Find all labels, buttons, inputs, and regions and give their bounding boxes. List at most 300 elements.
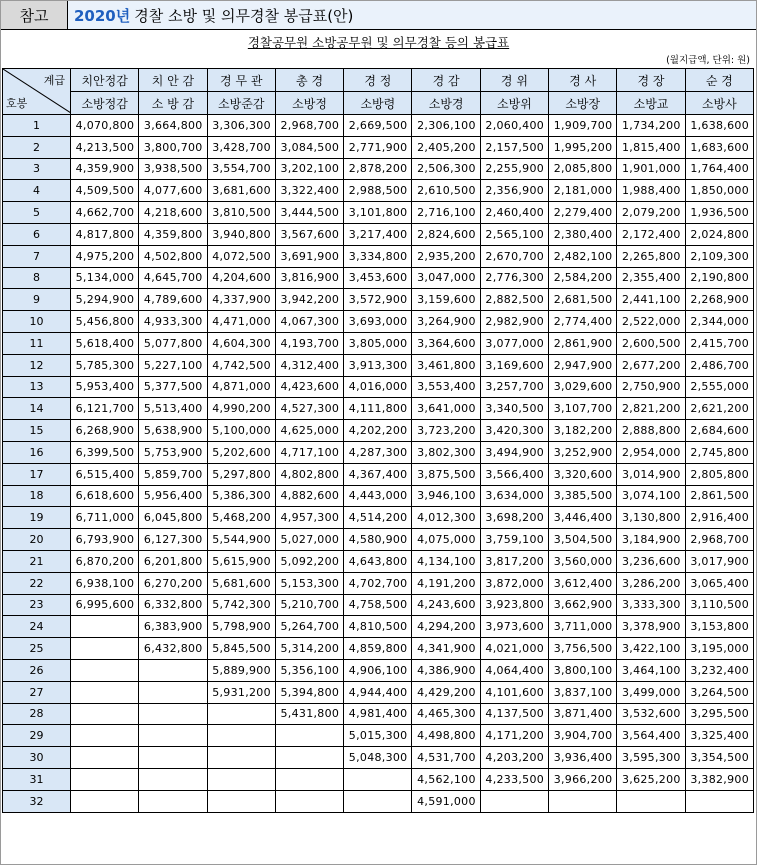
salary-cell: 3,816,900 (275, 267, 343, 289)
salary-cell: 5,931,200 (207, 681, 275, 703)
table-row (3, 790, 754, 812)
salary-cell: 3,252,900 (549, 441, 617, 463)
salary-cell: 5,785,300 (71, 354, 139, 376)
salary-cell: 1,815,400 (617, 136, 685, 158)
salary-cell: 2,024,800 (685, 223, 753, 245)
salary-cell: 4,287,300 (344, 441, 412, 463)
salary-cell: 4,933,300 (139, 311, 207, 333)
salary-cell: 4,137,500 (480, 703, 548, 725)
salary-cell: 2,916,400 (685, 507, 753, 529)
salary-cell: 1,901,000 (617, 158, 685, 180)
salary-cell: 5,153,300 (275, 572, 343, 594)
salary-cell: 3,691,900 (275, 245, 343, 267)
column-header-police: 치안정감 (71, 69, 139, 92)
step-cell: 22 (3, 572, 71, 594)
table-row (3, 180, 754, 202)
step-cell: 19 (3, 507, 71, 529)
salary-cell: 6,938,100 (71, 572, 139, 594)
salary-cell (71, 659, 139, 681)
salary-cell: 2,968,700 (685, 529, 753, 551)
salary-cell: 3,494,900 (480, 441, 548, 463)
salary-cell: 3,325,400 (685, 725, 753, 747)
step-cell: 6 (3, 223, 71, 245)
salary-cell: 3,217,400 (344, 223, 412, 245)
salary-cell: 6,127,300 (139, 529, 207, 551)
salary-cell: 5,544,900 (207, 529, 275, 551)
salary-cell: 3,184,900 (617, 529, 685, 551)
salary-cell: 2,947,900 (549, 354, 617, 376)
step-cell: 26 (3, 659, 71, 681)
salary-cell: 2,684,600 (685, 420, 753, 442)
salary-cell: 2,750,900 (617, 376, 685, 398)
salary-cell: 3,264,900 (412, 311, 480, 333)
table-row (3, 463, 754, 485)
title-year: 2020년 (74, 6, 131, 25)
salary-cell: 1,988,400 (617, 180, 685, 202)
salary-cell: 3,084,500 (275, 136, 343, 158)
salary-cell: 2,355,400 (617, 267, 685, 289)
salary-cell: 5,227,100 (139, 354, 207, 376)
salary-cell: 3,553,400 (412, 376, 480, 398)
salary-cell (71, 638, 139, 660)
salary-cell: 4,171,200 (480, 725, 548, 747)
salary-cell: 6,332,800 (139, 594, 207, 616)
column-header-fire: 소방교 (617, 92, 685, 115)
salary-cell: 3,202,100 (275, 158, 343, 180)
salary-cell: 3,567,600 (275, 223, 343, 245)
salary-cell: 5,468,200 (207, 507, 275, 529)
salary-cell: 4,337,900 (207, 289, 275, 311)
salary-cell (139, 725, 207, 747)
column-header-fire: 소방장 (549, 92, 617, 115)
column-header-fire: 소방정 (275, 92, 343, 115)
salary-cell: 5,027,000 (275, 529, 343, 551)
step-cell: 30 (3, 747, 71, 769)
table-row (3, 681, 754, 703)
salary-cell: 3,634,000 (480, 485, 548, 507)
salary-cell: 6,432,800 (139, 638, 207, 660)
salary-cell: 2,079,200 (617, 202, 685, 224)
salary-cell (549, 790, 617, 812)
salary-cell: 2,268,900 (685, 289, 753, 311)
salary-cell (71, 768, 139, 790)
salary-cell: 3,564,400 (617, 725, 685, 747)
salary-cell: 3,805,000 (344, 332, 412, 354)
salary-cell: 3,560,000 (549, 550, 617, 572)
salary-cell: 3,664,800 (139, 115, 207, 137)
step-cell: 7 (3, 245, 71, 267)
salary-cell: 1,764,400 (685, 158, 753, 180)
step-cell: 28 (3, 703, 71, 725)
salary-cell: 4,204,600 (207, 267, 275, 289)
salary-cell: 3,074,100 (617, 485, 685, 507)
salary-cell (344, 768, 412, 790)
salary-cell: 5,638,900 (139, 420, 207, 442)
salary-cell: 1,683,600 (685, 136, 753, 158)
column-header-police: 순 경 (685, 69, 753, 92)
salary-cell: 3,681,600 (207, 180, 275, 202)
step-cell: 12 (3, 354, 71, 376)
salary-cell: 4,203,200 (480, 747, 548, 769)
salary-cell: 3,107,700 (549, 398, 617, 420)
salary-cell: 3,800,700 (139, 136, 207, 158)
salary-cell: 2,774,400 (549, 311, 617, 333)
header-row-fire (3, 92, 754, 115)
table-row (3, 398, 754, 420)
salary-cell: 3,800,100 (549, 659, 617, 681)
table-row (3, 289, 754, 311)
salary-cell: 5,297,800 (207, 463, 275, 485)
salary-cell: 3,936,400 (549, 747, 617, 769)
salary-body (3, 115, 754, 813)
salary-cell: 4,981,400 (344, 703, 412, 725)
table-row (3, 245, 754, 267)
step-cell: 10 (3, 311, 71, 333)
table-row (3, 550, 754, 572)
salary-cell: 3,195,000 (685, 638, 753, 660)
salary-cell (480, 790, 548, 812)
salary-cell: 5,386,300 (207, 485, 275, 507)
salary-cell: 4,386,900 (412, 659, 480, 681)
table-row (3, 572, 754, 594)
salary-cell (71, 725, 139, 747)
salary-cell: 3,662,900 (549, 594, 617, 616)
salary-cell: 3,871,400 (549, 703, 617, 725)
corner-step-label: 호봉 (6, 97, 28, 110)
step-cell: 3 (3, 158, 71, 180)
step-cell: 25 (3, 638, 71, 660)
salary-cell: 2,181,000 (549, 180, 617, 202)
salary-cell: 4,580,900 (344, 529, 412, 551)
salary-cell: 4,944,400 (344, 681, 412, 703)
salary-cell: 3,378,900 (617, 616, 685, 638)
salary-cell: 6,515,400 (71, 463, 139, 485)
salary-cell: 3,625,200 (617, 768, 685, 790)
salary-cell: 5,314,200 (275, 638, 343, 660)
column-header-fire: 소방위 (480, 92, 548, 115)
salary-cell: 6,383,900 (139, 616, 207, 638)
salary-cell: 3,641,000 (412, 398, 480, 420)
column-header-police: 경 무 관 (207, 69, 275, 92)
salary-cell: 5,889,900 (207, 659, 275, 681)
salary-cell: 5,681,600 (207, 572, 275, 594)
salary-cell: 2,506,300 (412, 158, 480, 180)
salary-cell: 5,202,600 (207, 441, 275, 463)
salary-cell: 2,600,500 (617, 332, 685, 354)
step-cell: 8 (3, 267, 71, 289)
salary-cell: 3,264,500 (685, 681, 753, 703)
salary-cell: 2,486,700 (685, 354, 753, 376)
salary-cell: 2,279,400 (549, 202, 617, 224)
salary-cell: 4,016,000 (344, 376, 412, 398)
salary-cell: 3,453,600 (344, 267, 412, 289)
salary-cell: 2,669,500 (344, 115, 412, 137)
step-cell: 4 (3, 180, 71, 202)
column-header-fire: 소 방 감 (139, 92, 207, 115)
salary-cell: 4,810,500 (344, 616, 412, 638)
salary-cell: 3,942,200 (275, 289, 343, 311)
salary-cell (139, 747, 207, 769)
table-row (3, 354, 754, 376)
salary-cell: 3,333,300 (617, 594, 685, 616)
salary-cell: 2,482,100 (549, 245, 617, 267)
salary-cell: 3,257,700 (480, 376, 548, 398)
salary-cell: 5,845,500 (207, 638, 275, 660)
step-cell: 17 (3, 463, 71, 485)
salary-cell: 1,909,700 (549, 115, 617, 137)
salary-cell: 5,859,700 (139, 463, 207, 485)
salary-cell: 3,872,000 (480, 572, 548, 594)
salary-cell: 2,380,400 (549, 223, 617, 245)
table-row (3, 332, 754, 354)
salary-cell: 3,723,200 (412, 420, 480, 442)
salary-cell: 5,456,800 (71, 311, 139, 333)
salary-cell: 5,264,700 (275, 616, 343, 638)
step-cell: 9 (3, 289, 71, 311)
salary-cell: 4,191,200 (412, 572, 480, 594)
salary-cell: 2,306,100 (412, 115, 480, 137)
salary-cell: 3,153,800 (685, 616, 753, 638)
salary-cell: 3,810,500 (207, 202, 275, 224)
salary-cell: 4,465,300 (412, 703, 480, 725)
salary-cell: 3,428,700 (207, 136, 275, 158)
salary-cell: 4,957,300 (275, 507, 343, 529)
salary-cell: 5,356,100 (275, 659, 343, 681)
salary-cell: 4,990,200 (207, 398, 275, 420)
salary-cell: 6,121,700 (71, 398, 139, 420)
salary-cell: 4,067,300 (275, 311, 343, 333)
salary-cell: 2,555,000 (685, 376, 753, 398)
salary-cell: 3,029,600 (549, 376, 617, 398)
salary-cell: 4,021,000 (480, 638, 548, 660)
step-cell: 5 (3, 202, 71, 224)
reference-tag: 참고 (1, 1, 68, 29)
salary-cell: 3,923,800 (480, 594, 548, 616)
salary-cell: 3,464,100 (617, 659, 685, 681)
salary-cell: 6,793,900 (71, 529, 139, 551)
column-header-police: 치 안 감 (139, 69, 207, 92)
salary-cell: 6,268,900 (71, 420, 139, 442)
salary-cell (139, 703, 207, 725)
salary-cell: 2,670,700 (480, 245, 548, 267)
salary-cell: 3,110,500 (685, 594, 753, 616)
column-header-fire: 소방사 (685, 92, 753, 115)
salary-cell: 3,973,600 (480, 616, 548, 638)
salary-cell: 4,882,600 (275, 485, 343, 507)
salary-cell (207, 725, 275, 747)
salary-cell: 4,562,100 (412, 768, 480, 790)
salary-cell: 2,565,100 (480, 223, 548, 245)
salary-cell: 3,693,000 (344, 311, 412, 333)
salary-cell: 3,232,400 (685, 659, 753, 681)
step-cell: 13 (3, 376, 71, 398)
salary-cell: 1,936,500 (685, 202, 753, 224)
salary-cell: 3,420,300 (480, 420, 548, 442)
header-row-police (3, 69, 754, 92)
salary-cell: 4,359,800 (139, 223, 207, 245)
salary-cell: 2,157,500 (480, 136, 548, 158)
salary-cell: 4,531,700 (412, 747, 480, 769)
salary-cell: 6,201,800 (139, 550, 207, 572)
page-title (68, 1, 756, 29)
salary-cell: 3,169,600 (480, 354, 548, 376)
salary-cell: 5,753,900 (139, 441, 207, 463)
salary-cell: 5,134,000 (71, 267, 139, 289)
column-header-police: 경 위 (480, 69, 548, 92)
salary-cell: 4,758,500 (344, 594, 412, 616)
salary-cell: 2,584,200 (549, 267, 617, 289)
header-corner (3, 69, 71, 115)
salary-cell: 5,798,900 (207, 616, 275, 638)
salary-cell: 4,429,200 (412, 681, 480, 703)
step-cell: 16 (3, 441, 71, 463)
salary-cell (275, 747, 343, 769)
salary-cell (139, 681, 207, 703)
salary-cell: 1,850,000 (685, 180, 753, 202)
salary-cell: 5,294,900 (71, 289, 139, 311)
salary-cell: 3,182,200 (549, 420, 617, 442)
salary-cell: 5,615,900 (207, 550, 275, 572)
column-header-police: 경 사 (549, 69, 617, 92)
salary-cell: 2,681,500 (549, 289, 617, 311)
step-cell: 23 (3, 594, 71, 616)
salary-cell: 4,312,400 (275, 354, 343, 376)
salary-cell: 4,341,900 (412, 638, 480, 660)
salary-cell: 5,092,200 (275, 550, 343, 572)
salary-cell: 5,953,400 (71, 376, 139, 398)
salary-cell: 2,771,900 (344, 136, 412, 158)
salary-cell: 3,340,500 (480, 398, 548, 420)
salary-cell: 5,100,000 (207, 420, 275, 442)
salary-cell (139, 659, 207, 681)
salary-cell (344, 790, 412, 812)
table-row (3, 136, 754, 158)
step-cell: 15 (3, 420, 71, 442)
salary-cell: 3,756,500 (549, 638, 617, 660)
salary-cell: 4,077,600 (139, 180, 207, 202)
salary-cell (71, 703, 139, 725)
step-cell: 14 (3, 398, 71, 420)
salary-cell: 3,444,500 (275, 202, 343, 224)
table-row (3, 202, 754, 224)
step-cell: 21 (3, 550, 71, 572)
salary-cell: 4,111,800 (344, 398, 412, 420)
salary-cell: 4,359,900 (71, 158, 139, 180)
salary-cell: 2,968,700 (275, 115, 343, 137)
salary-cell: 6,711,000 (71, 507, 139, 529)
salary-cell: 4,064,400 (480, 659, 548, 681)
salary-cell: 2,888,800 (617, 420, 685, 442)
salary-cell: 3,966,200 (549, 768, 617, 790)
salary-cell: 5,377,500 (139, 376, 207, 398)
salary-cell: 4,213,500 (71, 136, 139, 158)
column-header-fire: 소방령 (344, 92, 412, 115)
salary-cell: 3,904,700 (549, 725, 617, 747)
table-row (3, 507, 754, 529)
salary-cell: 4,509,500 (71, 180, 139, 202)
column-header-police: 경 정 (344, 69, 412, 92)
salary-cell: 2,610,500 (412, 180, 480, 202)
step-cell: 29 (3, 725, 71, 747)
salary-cell (275, 725, 343, 747)
step-cell: 11 (3, 332, 71, 354)
salary-cell (275, 790, 343, 812)
salary-cell (207, 747, 275, 769)
salary-cell (617, 790, 685, 812)
unit-note: (월지급액, 단위: 원) (666, 55, 750, 66)
salary-cell: 5,394,800 (275, 681, 343, 703)
step-cell: 2 (3, 136, 71, 158)
salary-cell: 3,382,900 (685, 768, 753, 790)
table-subtitle: 경찰공무원 소방공무원 및 의무경찰 등의 봉급표 (247, 35, 510, 50)
salary-cell: 2,882,500 (480, 289, 548, 311)
salary-cell: 4,906,100 (344, 659, 412, 681)
salary-cell: 3,065,400 (685, 572, 753, 594)
salary-cell: 3,759,100 (480, 529, 548, 551)
table-row (3, 638, 754, 660)
salary-cell: 3,595,300 (617, 747, 685, 769)
salary-cell: 4,604,300 (207, 332, 275, 354)
column-header-police: 경 장 (617, 69, 685, 92)
salary-cell: 3,817,200 (480, 550, 548, 572)
salary-cell: 3,566,400 (480, 463, 548, 485)
salary-cell: 5,956,400 (139, 485, 207, 507)
salary-cell: 6,618,600 (71, 485, 139, 507)
salary-cell: 4,817,800 (71, 223, 139, 245)
title-text: 경찰 소방 및 의무경찰 봉급표(안) (134, 6, 354, 25)
salary-cell (71, 681, 139, 703)
salary-cell: 2,677,200 (617, 354, 685, 376)
salary-cell: 5,210,700 (275, 594, 343, 616)
table-row (3, 420, 754, 442)
salary-cell: 3,946,100 (412, 485, 480, 507)
salary-cell: 4,471,000 (207, 311, 275, 333)
salary-cell: 2,405,200 (412, 136, 480, 158)
salary-cell: 3,499,000 (617, 681, 685, 703)
salary-cell: 4,075,000 (412, 529, 480, 551)
salary-cell: 5,015,300 (344, 725, 412, 747)
salary-cell: 3,711,000 (549, 616, 617, 638)
salary-cell: 2,344,000 (685, 311, 753, 333)
salary-cell: 3,320,600 (549, 463, 617, 485)
salary-cell: 6,399,500 (71, 441, 139, 463)
table-row (3, 158, 754, 180)
table-row (3, 485, 754, 507)
salary-cell: 2,861,500 (685, 485, 753, 507)
salary-cell: 3,130,800 (617, 507, 685, 529)
salary-cell: 3,017,900 (685, 550, 753, 572)
salary-cell: 3,913,300 (344, 354, 412, 376)
salary-cell: 2,085,800 (549, 158, 617, 180)
salary-cell: 4,233,500 (480, 768, 548, 790)
salary-cell: 4,702,700 (344, 572, 412, 594)
salary-cell: 4,643,800 (344, 550, 412, 572)
salary-cell (71, 747, 139, 769)
salary-cell: 3,101,800 (344, 202, 412, 224)
salary-cell: 2,356,900 (480, 180, 548, 202)
column-header-police: 경 감 (412, 69, 480, 92)
salary-cell: 6,995,600 (71, 594, 139, 616)
salary-cell: 2,109,300 (685, 245, 753, 267)
salary-cell: 5,431,800 (275, 703, 343, 725)
salary-cell: 3,572,900 (344, 289, 412, 311)
salary-cell: 4,498,800 (412, 725, 480, 747)
salary-cell: 4,443,000 (344, 485, 412, 507)
step-cell: 32 (3, 790, 71, 812)
table-row (3, 594, 754, 616)
salary-cell: 4,202,200 (344, 420, 412, 442)
salary-cell: 3,446,400 (549, 507, 617, 529)
